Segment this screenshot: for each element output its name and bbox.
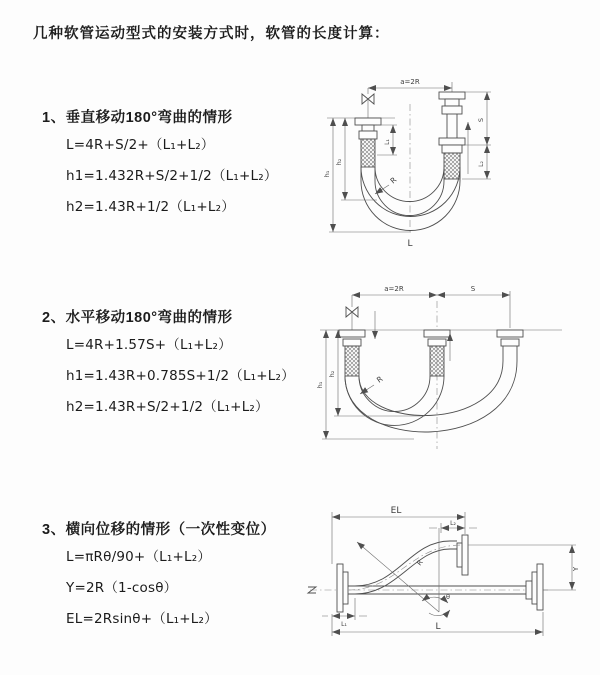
dim-label: L₂: [450, 520, 456, 527]
section-1-formulas: [66, 135, 278, 228]
dim-label: L₁: [341, 621, 347, 628]
dimension-h1: [316, 330, 414, 439]
dim-label: h₂: [328, 370, 336, 378]
dimension-l2: [478, 145, 487, 179]
braided-hose-section: [361, 139, 375, 167]
diagram-lateral-displacement: [298, 502, 600, 647]
right-pipe-assembly: [439, 92, 465, 179]
dim-label: EL: [390, 506, 402, 516]
dim-label: θ: [446, 593, 450, 601]
radius-callout: [360, 374, 384, 394]
formula: h2=1.43R+S/2+1/2（L₁+L₂）: [66, 399, 269, 415]
right-pipe-assembly: [497, 330, 523, 361]
angle-theta: [422, 593, 450, 616]
left-pipe-assembly: [339, 330, 365, 376]
dim-label: h₁: [316, 381, 324, 389]
dim-label: h₁: [323, 170, 331, 178]
dim-label: S: [477, 117, 485, 123]
section-3-heading: 3、横向位移的情形（一次性变位）: [42, 522, 276, 538]
dim-label: R: [374, 374, 385, 385]
braided-hose-section: [430, 346, 444, 376]
dim-label: a=2R: [384, 285, 404, 293]
dimension-l1: [377, 125, 397, 155]
dimension-el: [332, 506, 465, 564]
valve-icon: [362, 88, 374, 118]
middle-pipe-assembly: [424, 330, 450, 376]
section-1-heading: 1、垂直移动180°弯曲的情形: [42, 110, 233, 126]
dim-label: h₂: [335, 158, 343, 166]
section-3-formulas: [66, 547, 218, 640]
section-2-formulas: [66, 335, 295, 428]
dimension-s: [462, 92, 491, 179]
dim-label: Y: [572, 566, 580, 572]
page-title: 几种软管运动型式的安装方式时，软管的长度计算：: [33, 26, 390, 42]
section-2-heading: 2、水平移动180°弯曲的情形: [42, 310, 233, 326]
dim-label: L₂: [478, 161, 485, 167]
dim-label: S: [470, 285, 476, 293]
dim-label: L: [435, 622, 441, 632]
hose-length-label: L: [407, 239, 413, 249]
dimension-l2: [429, 520, 477, 533]
dimension-s: [437, 285, 510, 328]
valve-icon: [346, 295, 358, 330]
dim-label: L₁: [384, 139, 391, 145]
dimension-h2: [328, 330, 425, 416]
formula: h1=1.432R+S/2+1/2（L₁+L₂）: [66, 168, 278, 184]
radius-callout: [375, 175, 398, 194]
braided-hose-section: [444, 153, 460, 179]
diagram-horizontal-180-bend: [310, 281, 592, 456]
dimension-y: [468, 545, 580, 590]
left-flange-assembly: [337, 564, 355, 612]
left-pipe-assembly: [355, 118, 381, 167]
formula: h2=1.43R+1/2（L₁+L₂）: [66, 199, 235, 215]
formula: h1=1.43R+0.785S+1/2（L₁+L₂）: [66, 368, 295, 384]
braided-hose-section: [345, 346, 359, 376]
formula: L=4R+1.57S+（L₁+L₂）: [66, 337, 232, 353]
radius-construction: [357, 528, 439, 612]
dim-label: R: [415, 558, 425, 568]
formula: L=πRθ/90+（L₁+L₂）: [66, 549, 212, 565]
upper-flange-assembly: [457, 535, 468, 575]
dim-label: R: [388, 175, 399, 186]
formula: L=4R+S/2+（L₁+L₂）: [66, 137, 215, 153]
dim-label: a=2R: [400, 78, 420, 86]
formula: Y=2R（1-cosθ）: [66, 580, 178, 596]
dimension-a-2r: [352, 285, 437, 295]
formula: EL=2Rsinθ+（L₁+L₂）: [66, 611, 218, 627]
diagram-vertical-180-bend: [315, 72, 590, 262]
